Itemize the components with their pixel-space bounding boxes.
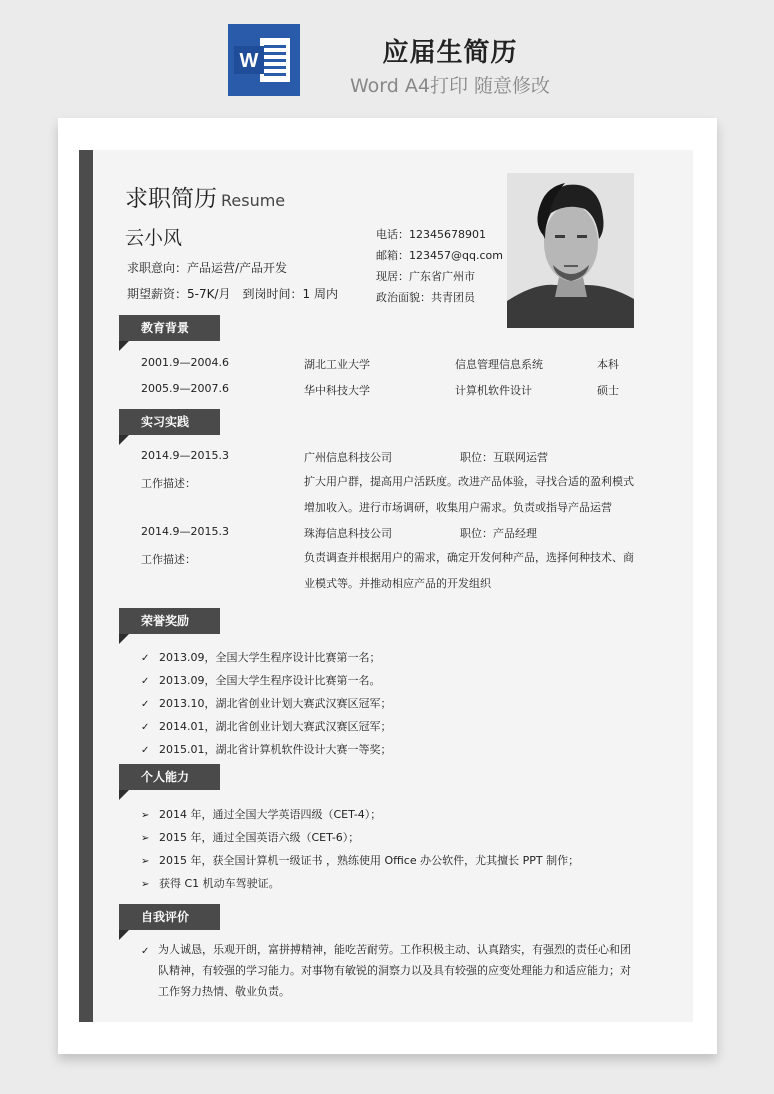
resume-title-cn: 求职简历 xyxy=(125,186,217,212)
edu-2-major: 计算机软件设计 xyxy=(455,384,532,397)
skill-item: ➢ 2015 年，通过全国英语六级（CET-6）； xyxy=(141,831,360,844)
contact-email: 邮箱：123457@qq.com xyxy=(376,249,503,262)
check-icon: ✓ xyxy=(141,699,150,710)
edu-1-period: 2001.9—2004.6 xyxy=(141,356,229,369)
practice-2-period: 2014.9—2015.3 xyxy=(141,525,229,538)
practice-1-position: 职位：互联网运营 xyxy=(460,451,548,464)
skill-item: ➢ 2015 年，获全国计算机一级证书 ，熟练使用 Office 办公软件，尤其擅长 PPT 制作； xyxy=(141,854,580,867)
resume-title-en: Resume xyxy=(221,191,286,210)
edu-1-school: 湖北工业大学 xyxy=(304,358,370,371)
honor-item: ✓ 2015.01，湖北省计算机软件设计大赛一等奖； xyxy=(141,743,392,756)
resume-title xyxy=(125,180,285,213)
word-document-icon xyxy=(228,24,300,96)
expected-salary: 期望薪资：5-7K/月 xyxy=(127,287,231,301)
practice-2-position: 职位：产品经理 xyxy=(460,527,537,540)
edu-1-degree: 本科 xyxy=(597,358,619,371)
contact-political-status: 政治面貌：共青团员 xyxy=(376,291,475,304)
edu-2-degree: 硕士 xyxy=(597,384,619,397)
check-icon: ✓ xyxy=(141,653,150,664)
section-self-evaluation: 自我评价 xyxy=(119,904,220,930)
section-skills: 个人能力 xyxy=(119,764,220,790)
check-icon: ✓ xyxy=(141,946,150,957)
honor-item: ✓ 2014.01，湖北省创业计划大赛武汉赛区冠军； xyxy=(141,720,392,733)
arrow-bullet-icon: ➢ xyxy=(141,833,150,844)
job-intent: 求职意向：产品运营/产品开发 xyxy=(127,261,288,275)
honor-item: ✓ 2013.09，全国大学生程序设计比赛第一名。 xyxy=(141,674,381,687)
section-education: 教育背景 xyxy=(119,315,220,341)
skill-item: ➢ 获得 C1 机动车驾驶证。 xyxy=(141,877,280,890)
word-icon-letter: W xyxy=(239,50,259,72)
contact-location: 现居：广东省广州市 xyxy=(376,270,475,283)
check-icon: ✓ xyxy=(141,676,150,687)
arrow-bullet-icon: ➢ xyxy=(141,856,150,867)
honor-item: ✓ 2013.09，全国大学生程序设计比赛第一名； xyxy=(141,651,381,664)
profile-photo xyxy=(507,173,634,328)
salary-and-start xyxy=(127,285,338,302)
contact-phone: 电话：12345678901 xyxy=(376,228,486,241)
banner-title: 应届生简历 xyxy=(382,38,518,68)
practice-1-company: 广州信息科技公司 xyxy=(304,451,392,464)
candidate-name: 云小风 xyxy=(125,227,183,249)
check-icon: ✓ xyxy=(141,745,150,756)
edu-1-major: 信息管理信息系统 xyxy=(455,358,543,371)
honor-item: ✓ 2013.10，湖北省创业计划大赛武汉赛区冠军； xyxy=(141,697,392,710)
self-eval-check xyxy=(141,944,159,957)
practice-1-desc: 扩大用户群，提高用户活跃度。改进产品体验，寻找合适的盈利模式增加收入。进行市场调研，收集用户需求。负责或指导产品运营 xyxy=(304,475,634,514)
resume-sidebar-bar xyxy=(79,150,93,1022)
practice-1-period: 2014.9—2015.3 xyxy=(141,449,229,462)
section-practice: 实习实践 xyxy=(119,409,220,435)
arrow-bullet-icon: ➢ xyxy=(141,810,150,821)
start-time: 到岗时间：1 周内 xyxy=(242,287,338,301)
self-evaluation-text: 为人诚恳，乐观开朗，富拼搏精神，能吃苦耐劳。工作积极主动、认真踏实，有强烈的责任心和团队精神，有较强的学习能力。对事物有敏锐的洞察力以及具有较强的应变处理能力和适应能力；对工作努力热情、敬业负责。 xyxy=(158,943,631,998)
section-honors: 荣誉奖励 xyxy=(119,608,220,634)
practice-2-company: 珠海信息科技公司 xyxy=(304,527,392,540)
banner-subtitle: Word A4打印 随意修改 xyxy=(349,75,550,97)
arrow-bullet-icon: ➢ xyxy=(141,879,150,890)
practice-2-desc-label: 工作描述： xyxy=(141,553,196,566)
practice-2-desc: 负责调查并根据用户的需求，确定开发何种产品，选择何种技术、商业模式等。并推动相应产品的开发组织 xyxy=(304,551,634,590)
edu-2-school: 华中科技大学 xyxy=(304,384,370,397)
skill-item: ➢ 2014 年，通过全国大学英语四级（CET-4）； xyxy=(141,808,382,821)
practice-1-desc-label: 工作描述： xyxy=(141,477,196,490)
check-icon: ✓ xyxy=(141,722,150,733)
edu-2-period: 2005.9—2007.6 xyxy=(141,382,229,395)
